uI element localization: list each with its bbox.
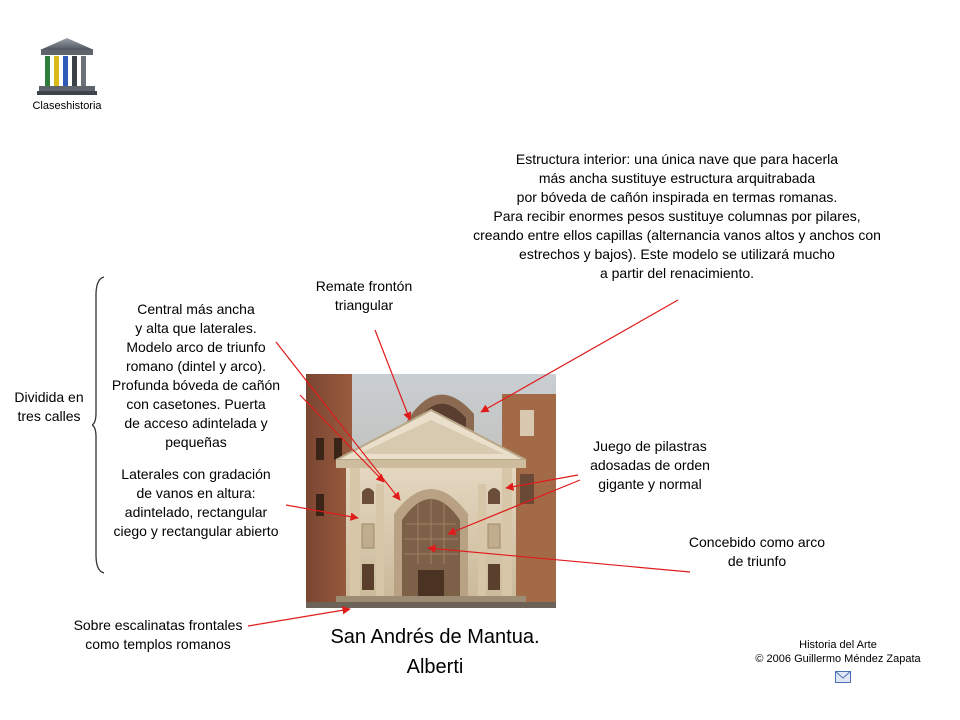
note-line: creando entre ellos capillas (alternancia vanos altos y anchos con: [473, 227, 881, 243]
title-line: Alberti: [406, 656, 464, 678]
footer-credits: [730, 638, 946, 666]
title-line: San Andrés de Mantua.: [330, 626, 540, 648]
note-line: Profunda bóveda de cañón: [111, 377, 281, 393]
arrow-estructura: [481, 300, 678, 412]
note-remate-fronton: [300, 277, 428, 315]
note-calles-laterales: [96, 465, 296, 541]
arrow-central-b: [300, 395, 384, 482]
note-line: de acceso adintelada y: [124, 415, 268, 431]
note-arco-triunfo: [672, 533, 842, 571]
note-calle-central: [96, 300, 296, 452]
note-line: pequeñas: [165, 434, 227, 450]
note-line: con casetones. Puerta: [126, 396, 266, 412]
note-pilastras: [570, 437, 730, 494]
note-estructura-interior: [437, 150, 917, 283]
logo-label: Claseshistoria: [32, 100, 102, 112]
note-line: de triunfo: [727, 553, 787, 569]
footer-copyright: © 2006 Guillermo Méndez Zapata: [755, 653, 921, 665]
note-line: gigante y normal: [598, 476, 702, 492]
note-line: Concebido como arco: [688, 534, 826, 550]
note-line: triangular: [334, 297, 394, 313]
note-line: más ancha sustituye estructura arquitrabada: [538, 170, 816, 186]
slide-title: [290, 622, 580, 682]
note-escalinatas: [48, 616, 268, 654]
note-line: adosadas de orden: [590, 457, 710, 473]
note-line: Remate frontón: [315, 278, 413, 294]
note-line: Sobre escalinatas frontales: [73, 617, 243, 633]
note-line: como templos romanos: [85, 636, 231, 652]
note-dividida: [4, 388, 94, 426]
note-line: Central más ancha: [137, 301, 255, 317]
note-line: ciego y rectangular abierto: [113, 523, 279, 539]
note-line: Estructura interior: una única nave que para hacerla: [515, 151, 839, 167]
note-line: Laterales con gradación: [121, 466, 271, 482]
arrow-pilastras-a: [506, 475, 578, 488]
note-line: Para recibir enormes pesos sustituye columnas por pilares,: [493, 208, 861, 224]
note-line: a partir del renacimiento.: [599, 265, 755, 281]
arrow-laterales: [286, 505, 358, 518]
note-line: por bóveda de cañón inspirada en termas romanas.: [516, 189, 838, 205]
arrow-concebido: [428, 548, 690, 572]
mail-link[interactable]: [835, 670, 851, 682]
note-line: y alta que laterales.: [135, 320, 257, 336]
envelope-icon: [835, 671, 851, 683]
footer-subject: Historia del Arte: [799, 639, 877, 651]
note-line: estrechos y bajos). Este modelo se utilizará mucho: [519, 246, 835, 262]
arrow-pilastras-b: [448, 480, 580, 534]
note-line: Dividida en: [14, 389, 84, 405]
note-line: de vanos en altura:: [136, 485, 256, 501]
note-line: adintelado, rectangular: [124, 504, 268, 520]
note-line: tres calles: [17, 408, 81, 424]
note-line: Juego de pilastras: [593, 438, 707, 454]
note-line: romano (dintel y arco).: [125, 358, 267, 374]
note-line: Modelo arco de triunfo: [126, 339, 266, 355]
arrow-remate: [375, 330, 410, 420]
